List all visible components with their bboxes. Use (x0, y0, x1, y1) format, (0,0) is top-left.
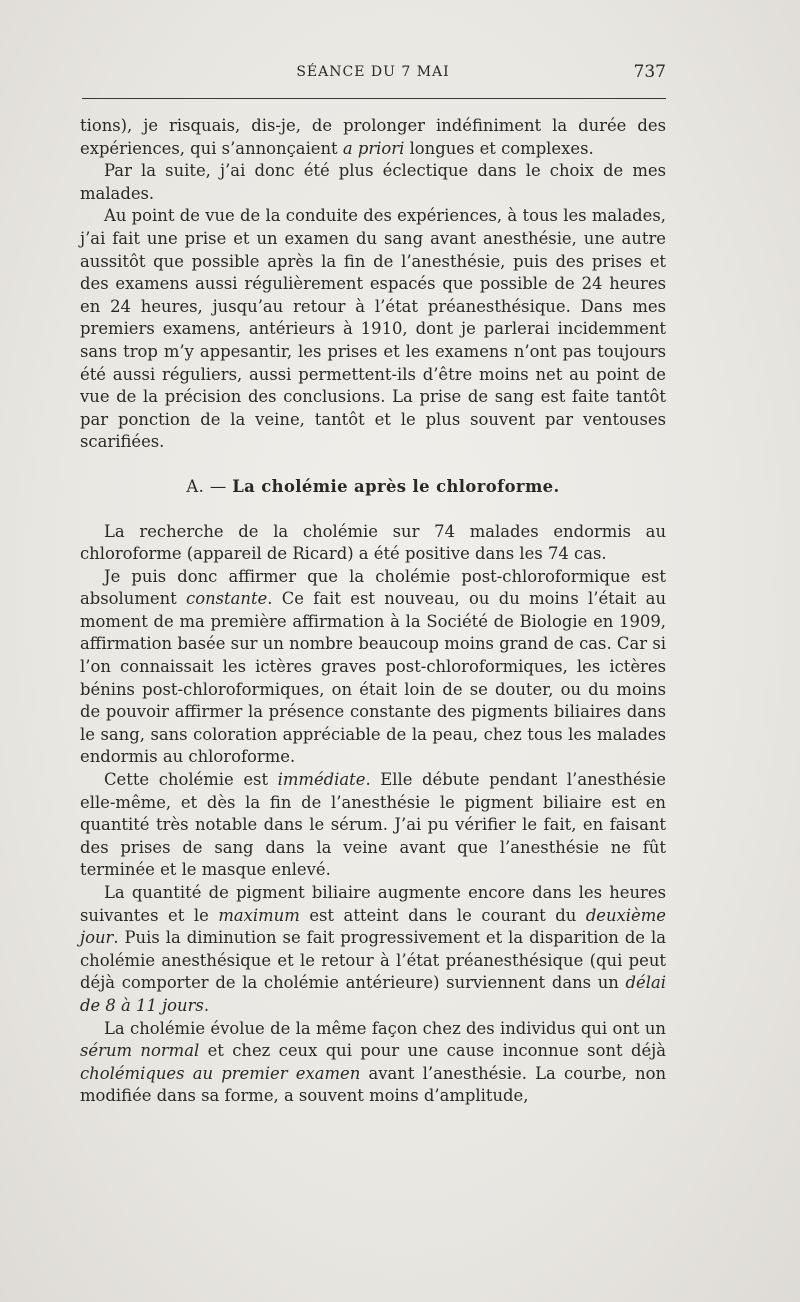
section-title: La cholémie après le chloroforme. (232, 476, 560, 496)
text-run: et chez ceux qui pour une cause inconnue sont déjà (199, 1041, 666, 1061)
paragraph: Par la suite, j’ai donc été plus éclectique dans le choix de mes malades. (80, 161, 666, 203)
italic-run: sérum normal (80, 1041, 200, 1061)
italic-run: a priori (342, 138, 405, 158)
text-run: Je puis donc affirmer que la cholémie post-chloroformique est absolument (80, 566, 666, 609)
text-run: . Elle débute pendant l’anesthésie elle-même, et dès la fin de l’anesthésie le pigment biliaire est en quantité très notable dans le sérum. J’ai pu vérifier le fait, en faisant des prises de sang dans la veine avant que l’anesthésie ne fût terminée et le masque enlevé. (80, 770, 666, 880)
section-letter: A. — (186, 476, 233, 496)
text-run: avant l’anesthésie. La courbe, non modifiée dans sa forme, a souvent moins d’amplitude, (80, 1063, 666, 1106)
text-run: est atteint dans le courant du (299, 905, 586, 925)
text-run: . (203, 995, 210, 1015)
italic-run: immédiate (277, 770, 366, 790)
section-heading (80, 476, 666, 499)
running-title: SÉANCE DU 7 MAI (296, 64, 450, 80)
body-text (80, 115, 666, 1108)
paragraph: Au point de vue de la conduite des expériences, à tous les malades, j’ai fait une prise et un examen du sang avant anesthésie, une autre aussitôt que possible après la fin de l’anesthésie, puis des prises et des examens aussi régulièrement espacés que possible de 24 heures en 24 heures, jusqu’au retour à l’état préanesthésique. Dans mes premiers examens, antérieurs à 1910, dont je parlerai incidemment sans trop m’y appesantir, les prises et les examens n’ont pas toujours été aussi réguliers, aussi permettent-ils d’être moins net au point de vue de la précision des conclusions. La prise de sang est faite tantôt par ponction de la veine, tantôt et le plus souvent par ventouses scarifiées. (80, 206, 666, 452)
italic-run: deuxième jour (80, 905, 666, 948)
paragraph-continued (80, 115, 666, 160)
italic-run: maximum (218, 905, 300, 925)
paragraph (80, 566, 666, 769)
header-rule (82, 98, 666, 99)
text-run: . Ce fait est nouveau, ou du moins l’était au moment de ma première affirmation à la Société de Biologie en 1909, affirmation basée sur un nombre beaucoup moins grand de cas. Car si l’on connaissait les ictères graves post-chloroformiques, les ictères bénins post-chloroformiques, on était loin de se douter, ou du moins de pouvoir affirmer la présence constante des pigments biliaires dans le sang, sans coloration appréciable de la peau, chez tous les malades endormis au chloroforme. (80, 589, 666, 767)
text-run: longues et complexes. (404, 138, 594, 158)
paragraph (80, 882, 666, 1018)
italic-run: délai de 8 à 11 jours (80, 973, 666, 1015)
page-header (80, 60, 666, 90)
italic-run: constante (186, 589, 268, 609)
paragraph (80, 769, 666, 882)
page-number: 737 (633, 62, 666, 82)
text-run: . Puis la diminution se fait progressivement et la disparition de la cholémie anesthésique et le retour à l’état préanesthésique (qui peut déjà comporter de la cholémie antérieure) surviennent dans un (80, 928, 666, 993)
italic-run: cholémiques au premier examen (80, 1063, 361, 1083)
paragraph (80, 1018, 666, 1108)
text-run: tions), je risquais, dis-je, de prolonger indéfiniment la durée des expériences, qui s’annonçaient (80, 116, 666, 158)
text-run: La quantité de pigment biliaire augmente encore dans les heures suivantes et le (80, 883, 666, 925)
paragraph: La recherche de la cholémie sur 74 malades endormis au chloroforme (appareil de Ricard) a été positive dans les 74 cas. (80, 521, 666, 564)
text-run: La cholémie évolue de la même façon chez des individus qui ont un (104, 1018, 666, 1038)
text-run: Cette cholémie est (104, 770, 278, 790)
